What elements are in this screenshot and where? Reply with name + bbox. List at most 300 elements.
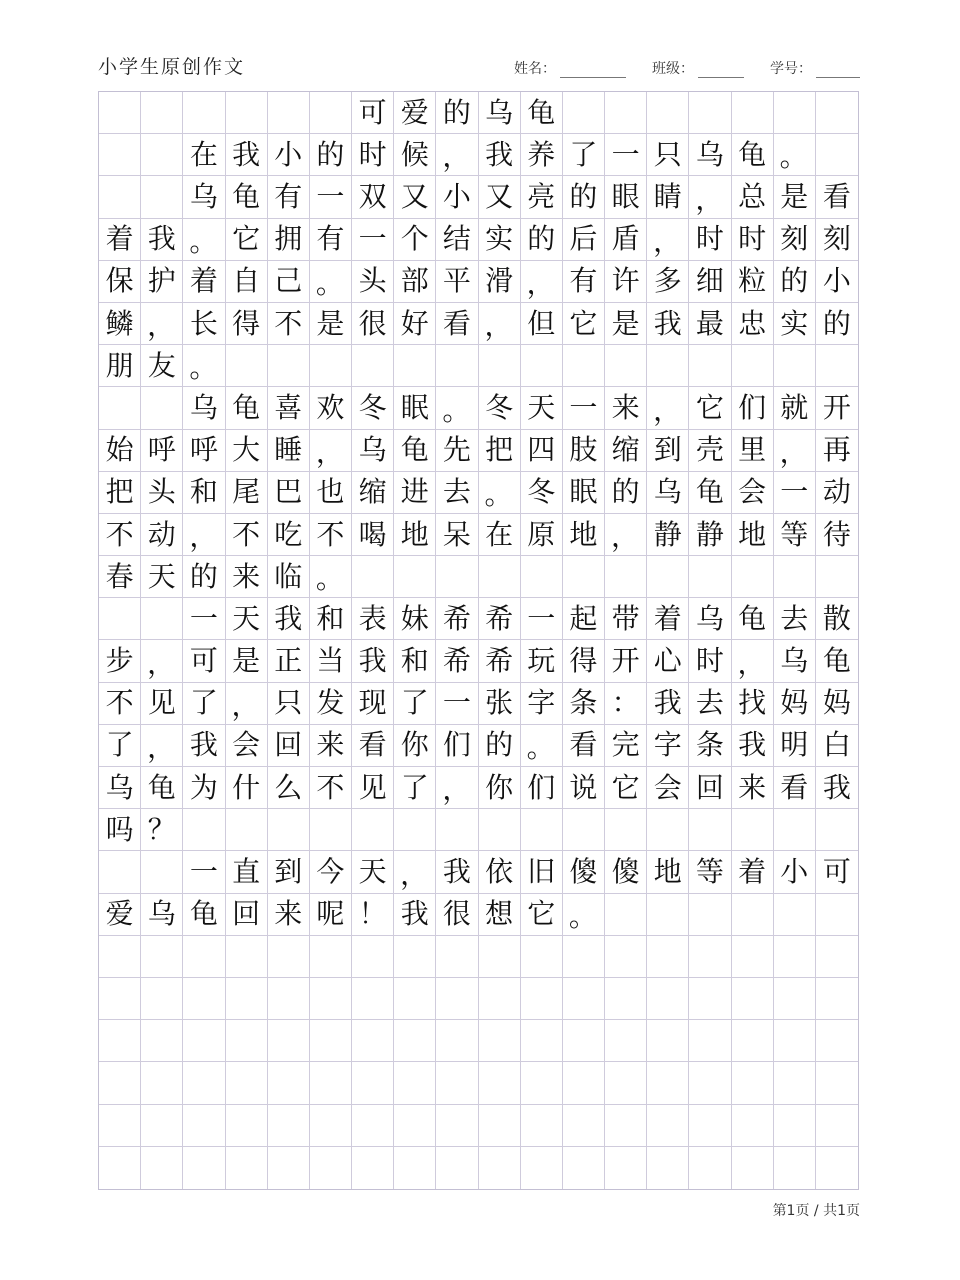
grid-cell-char: 我 <box>732 725 774 767</box>
grid-cell-empty <box>479 1147 521 1189</box>
grid-cell-empty <box>689 1147 731 1189</box>
grid-cell-char: 和 <box>183 472 225 514</box>
grid-cell-char: 着 <box>183 261 225 303</box>
grid-cell-empty <box>816 92 858 134</box>
grid-cell-char: 亮 <box>521 176 563 218</box>
grid-cell-char: 吗 <box>99 809 141 851</box>
grid-cell-char: 先 <box>436 430 478 472</box>
grid-cell-empty <box>268 92 310 134</box>
grid-cell-empty <box>310 1020 352 1062</box>
grid-cell-char: 可 <box>816 851 858 893</box>
grid-cell-char: 看 <box>436 303 478 345</box>
grid-cell-char: 来 <box>605 387 647 429</box>
grid-cell-empty <box>647 345 689 387</box>
grid-cell-empty <box>394 809 436 851</box>
grid-cell-char: 自 <box>226 261 268 303</box>
grid-cell-empty <box>647 1020 689 1062</box>
grid-cell-char: 。 <box>310 556 352 598</box>
grid-cell-char: 是 <box>310 303 352 345</box>
grid-cell-empty <box>605 556 647 598</box>
grid-cell-char: 把 <box>99 472 141 514</box>
grid-cell-char: 可 <box>183 640 225 682</box>
grid-cell-empty <box>394 1147 436 1189</box>
grid-cell-char: 头 <box>141 472 183 514</box>
grid-cell-empty <box>816 345 858 387</box>
grid-cell-empty <box>647 1147 689 1189</box>
grid-cell-empty <box>226 1105 268 1147</box>
grid-cell-char: 到 <box>268 851 310 893</box>
grid-cell-empty <box>774 1105 816 1147</box>
grid-cell-char: 起 <box>563 598 605 640</box>
grid-cell-empty <box>774 1062 816 1104</box>
grid-cell-char: 刻 <box>774 219 816 261</box>
grid-cell-empty <box>689 556 731 598</box>
grid-cell-char: 我 <box>436 851 478 893</box>
grid-cell-char: 长 <box>183 303 225 345</box>
grid-cell-empty <box>268 1062 310 1104</box>
grid-cell-empty <box>183 92 225 134</box>
grid-cell-char: 说 <box>563 767 605 809</box>
grid-cell-empty <box>689 809 731 851</box>
grid-cell-char: 吃 <box>268 514 310 556</box>
grid-cell-char: 盾 <box>605 219 647 261</box>
grid-cell-char: 睛 <box>647 176 689 218</box>
grid-cell-empty <box>183 809 225 851</box>
grid-cell-char: 等 <box>774 514 816 556</box>
grid-cell-empty <box>732 936 774 978</box>
grid-cell-char: 妈 <box>816 683 858 725</box>
grid-cell-char: 忠 <box>732 303 774 345</box>
grid-cell-char: 会 <box>226 725 268 767</box>
grid-cell-char: 小 <box>816 261 858 303</box>
grid-cell-char: 缩 <box>352 472 394 514</box>
grid-cell-char: 着 <box>99 219 141 261</box>
grid-cell-empty <box>183 1147 225 1189</box>
grid-cell-char: 龟 <box>732 598 774 640</box>
grid-cell-empty <box>352 1020 394 1062</box>
grid-cell-empty <box>563 1105 605 1147</box>
grid-cell-char: 乌 <box>689 134 731 176</box>
grid-cell-empty <box>605 809 647 851</box>
grid-cell-char: 希 <box>436 598 478 640</box>
grid-cell-char: 里 <box>732 430 774 472</box>
grid-cell-char: 我 <box>394 894 436 936</box>
grid-cell-char: 我 <box>141 219 183 261</box>
grid-cell-char: 。 <box>183 345 225 387</box>
grid-cell-char: 心 <box>647 640 689 682</box>
grid-cell-empty <box>816 809 858 851</box>
grid-cell-empty <box>732 1020 774 1062</box>
grid-cell-empty <box>605 894 647 936</box>
name-field[interactable] <box>514 58 626 78</box>
grid-cell-char: 眠 <box>394 387 436 429</box>
grid-cell-empty <box>99 176 141 218</box>
grid-cell-empty <box>689 345 731 387</box>
grid-cell-char: 小 <box>436 176 478 218</box>
grid-cell-char: 看 <box>352 725 394 767</box>
grid-cell-char: 来 <box>226 556 268 598</box>
grid-cell-char: 傻 <box>563 851 605 893</box>
grid-cell-char: 动 <box>141 514 183 556</box>
grid-cell-char: 一 <box>183 851 225 893</box>
grid-cell-char: 条 <box>563 683 605 725</box>
student-number-field[interactable] <box>770 58 860 78</box>
grid-cell-char: 不 <box>310 514 352 556</box>
grid-cell-char: 依 <box>479 851 521 893</box>
grid-cell-empty <box>689 894 731 936</box>
grid-cell-char: 张 <box>479 683 521 725</box>
grid-cell-char: 去 <box>774 598 816 640</box>
grid-cell-char: 地 <box>563 514 605 556</box>
grid-cell-empty <box>310 1105 352 1147</box>
grid-cell-empty <box>521 978 563 1020</box>
grid-cell-char: 小 <box>268 134 310 176</box>
grid-cell-empty <box>394 556 436 598</box>
grid-cell-empty <box>605 978 647 1020</box>
grid-cell-char: 动 <box>816 472 858 514</box>
grid-cell-char: 乌 <box>183 176 225 218</box>
grid-cell-char: 明 <box>774 725 816 767</box>
grid-cell-empty <box>521 809 563 851</box>
grid-cell-char: 傻 <box>605 851 647 893</box>
grid-cell-char: 么 <box>268 767 310 809</box>
grid-cell-empty <box>732 345 774 387</box>
grid-cell-char: 带 <box>605 598 647 640</box>
grid-cell-empty <box>99 1020 141 1062</box>
grid-cell-empty <box>99 1062 141 1104</box>
grid-cell-empty <box>436 556 478 598</box>
grid-cell-empty <box>479 978 521 1020</box>
grid-cell-empty <box>436 1147 478 1189</box>
grid-cell-empty <box>268 1147 310 1189</box>
grid-cell-char: ， <box>689 176 731 218</box>
grid-cell-empty <box>268 345 310 387</box>
grid-cell-char: 天 <box>352 851 394 893</box>
grid-cell-char: 把 <box>479 430 521 472</box>
grid-cell-char: 最 <box>689 303 731 345</box>
grid-cell-char: 原 <box>521 514 563 556</box>
grid-cell-char: 散 <box>816 598 858 640</box>
grid-cell-empty <box>816 134 858 176</box>
grid-cell-empty <box>563 1147 605 1189</box>
grid-cell-char: 始 <box>99 430 141 472</box>
grid-cell-char: 当 <box>310 640 352 682</box>
grid-cell-char: 呼 <box>141 430 183 472</box>
class-field[interactable] <box>652 58 744 78</box>
grid-cell-empty <box>99 851 141 893</box>
grid-cell-empty <box>310 1147 352 1189</box>
grid-cell-char: 看 <box>774 767 816 809</box>
grid-cell-empty <box>605 1062 647 1104</box>
grid-cell-char: ， <box>141 303 183 345</box>
grid-cell-char: 它 <box>226 219 268 261</box>
grid-cell-char: 龟 <box>521 92 563 134</box>
student-number-blank-line[interactable] <box>816 61 860 78</box>
grid-cell-empty <box>689 1105 731 1147</box>
grid-cell-char: 乌 <box>352 430 394 472</box>
grid-cell-char: 巴 <box>268 472 310 514</box>
grid-cell-char: 小 <box>774 851 816 893</box>
grid-cell-char: 也 <box>310 472 352 514</box>
grid-cell-char: 妹 <box>394 598 436 640</box>
grid-cell-char: 条 <box>689 725 731 767</box>
grid-cell-empty <box>605 1020 647 1062</box>
grid-cell-char: 。 <box>563 894 605 936</box>
grid-cell-char: 只 <box>268 683 310 725</box>
grid-cell-empty <box>521 1147 563 1189</box>
grid-cell-char: 。 <box>521 725 563 767</box>
grid-cell-char: 来 <box>268 894 310 936</box>
grid-cell-char: 保 <box>99 261 141 303</box>
grid-cell-char: 它 <box>563 303 605 345</box>
grid-cell-empty <box>394 978 436 1020</box>
grid-cell-char: ， <box>647 219 689 261</box>
grid-cell-char: 友 <box>141 345 183 387</box>
class-blank-line[interactable] <box>698 61 744 78</box>
grid-cell-char: ， <box>647 387 689 429</box>
grid-cell-char: 开 <box>816 387 858 429</box>
name-label: 姓名： <box>514 61 556 77</box>
grid-cell-char: 直 <box>226 851 268 893</box>
grid-cell-char: 回 <box>689 767 731 809</box>
grid-cell-empty <box>310 978 352 1020</box>
grid-cell-empty <box>226 1020 268 1062</box>
grid-cell-empty <box>774 978 816 1020</box>
grid-cell-char: 的 <box>310 134 352 176</box>
grid-cell-char: 我 <box>226 134 268 176</box>
grid-cell-char: 步 <box>99 640 141 682</box>
grid-cell-char: 就 <box>774 387 816 429</box>
grid-cell-empty <box>99 598 141 640</box>
grid-cell-char: 后 <box>563 219 605 261</box>
class-label: 班级： <box>652 61 694 77</box>
grid-cell-empty <box>436 978 478 1020</box>
grid-cell-char: 你 <box>479 767 521 809</box>
grid-cell-empty <box>99 92 141 134</box>
grid-cell-char: 又 <box>479 176 521 218</box>
grid-cell-char: 龟 <box>141 767 183 809</box>
grid-cell-char: 个 <box>394 219 436 261</box>
grid-cell-char: 头 <box>352 261 394 303</box>
grid-cell-empty <box>479 1020 521 1062</box>
grid-cell-empty <box>563 978 605 1020</box>
grid-cell-empty <box>816 1020 858 1062</box>
grid-cell-empty <box>436 1105 478 1147</box>
grid-cell-empty <box>605 345 647 387</box>
grid-cell-char: 是 <box>774 176 816 218</box>
grid-cell-char: 什 <box>226 767 268 809</box>
grid-cell-char: 想 <box>479 894 521 936</box>
grid-cell-char: 的 <box>774 261 816 303</box>
grid-cell-char: 白 <box>816 725 858 767</box>
grid-cell-empty <box>99 936 141 978</box>
grid-cell-empty <box>479 809 521 851</box>
grid-cell-char: 了 <box>394 767 436 809</box>
grid-cell-empty <box>394 345 436 387</box>
grid-cell-char: 你 <box>394 725 436 767</box>
grid-cell-char: 进 <box>394 472 436 514</box>
grid-cell-empty <box>141 1147 183 1189</box>
grid-cell-empty <box>226 1062 268 1104</box>
grid-cell-empty <box>689 936 731 978</box>
grid-cell-char: 见 <box>141 683 183 725</box>
grid-cell-char: 地 <box>647 851 689 893</box>
grid-cell-char: 很 <box>436 894 478 936</box>
grid-cell-char: 。 <box>436 387 478 429</box>
grid-cell-empty <box>563 809 605 851</box>
grid-cell-char: 乌 <box>689 598 731 640</box>
grid-cell-char: 天 <box>141 556 183 598</box>
grid-cell-char: 一 <box>521 598 563 640</box>
grid-cell-char: ， <box>141 725 183 767</box>
grid-cell-char: 但 <box>521 303 563 345</box>
grid-cell-char: ， <box>732 640 774 682</box>
grid-cell-empty <box>268 1105 310 1147</box>
name-blank-line[interactable] <box>560 61 626 78</box>
grid-cell-char: 会 <box>647 767 689 809</box>
grid-cell-char: 有 <box>268 176 310 218</box>
grid-cell-empty <box>479 556 521 598</box>
grid-cell-char: 乌 <box>99 767 141 809</box>
grid-cell-char: 呼 <box>183 430 225 472</box>
grid-cell-char: 龟 <box>226 176 268 218</box>
grid-cell-char: 我 <box>647 303 689 345</box>
grid-cell-char: 了 <box>183 683 225 725</box>
grid-cell-char: 我 <box>816 767 858 809</box>
grid-cell-char: 去 <box>436 472 478 514</box>
grid-cell-empty <box>647 92 689 134</box>
composition-grid <box>98 91 859 1190</box>
student-info-fields <box>488 58 860 78</box>
grid-cell-char: 看 <box>563 725 605 767</box>
grid-cell-empty <box>816 894 858 936</box>
grid-cell-char: 着 <box>732 851 774 893</box>
grid-cell-char: 来 <box>732 767 774 809</box>
grid-cell-char: 粒 <box>732 261 774 303</box>
grid-cell-char: 临 <box>268 556 310 598</box>
grid-cell-char: ， <box>479 303 521 345</box>
grid-cell-char: 它 <box>689 387 731 429</box>
grid-cell-empty <box>141 92 183 134</box>
grid-cell-char: 了 <box>563 134 605 176</box>
grid-cell-char: 欢 <box>310 387 352 429</box>
grid-cell-char: 的 <box>521 219 563 261</box>
grid-cell-empty <box>310 809 352 851</box>
grid-cell-char: 见 <box>352 767 394 809</box>
grid-cell-empty <box>774 556 816 598</box>
grid-cell-empty <box>816 1105 858 1147</box>
grid-cell-empty <box>774 936 816 978</box>
grid-cell-empty <box>605 92 647 134</box>
grid-cell-char: 喝 <box>352 514 394 556</box>
grid-cell-char: 完 <box>605 725 647 767</box>
grid-cell-char: 乌 <box>774 640 816 682</box>
grid-cell-empty <box>99 387 141 429</box>
grid-cell-empty <box>141 851 183 893</box>
grid-cell-char: 双 <box>352 176 394 218</box>
grid-cell-char: 得 <box>226 303 268 345</box>
grid-cell-char: 我 <box>352 640 394 682</box>
grid-cell-empty <box>689 978 731 1020</box>
grid-cell-empty <box>352 978 394 1020</box>
grid-cell-char: 为 <box>183 767 225 809</box>
grid-cell-char: 一 <box>605 134 647 176</box>
grid-cell-empty <box>436 345 478 387</box>
grid-cell-empty <box>521 1020 563 1062</box>
grid-cell-char: 它 <box>521 894 563 936</box>
grid-cell-empty <box>99 978 141 1020</box>
grid-cell-char: 好 <box>394 303 436 345</box>
grid-cell-char: 的 <box>605 472 647 514</box>
grid-cell-char: 地 <box>394 514 436 556</box>
grid-cell-char: ？ <box>141 809 183 851</box>
grid-cell-char: 又 <box>394 176 436 218</box>
grid-cell-empty <box>268 936 310 978</box>
grid-cell-empty <box>521 1062 563 1104</box>
grid-cell-char: 回 <box>226 894 268 936</box>
grid-cell-char: 养 <box>521 134 563 176</box>
grid-cell-char: 朋 <box>99 345 141 387</box>
grid-cell-char: 爱 <box>99 894 141 936</box>
grid-cell-empty <box>732 1105 774 1147</box>
grid-cell-char: 许 <box>605 261 647 303</box>
grid-cell-char: 春 <box>99 556 141 598</box>
grid-cell-char: 一 <box>436 683 478 725</box>
grid-cell-empty <box>352 556 394 598</box>
grid-cell-empty <box>352 936 394 978</box>
grid-cell-char: 时 <box>689 640 731 682</box>
grid-cell-char: 可 <box>352 92 394 134</box>
grid-cell-char: ， <box>394 851 436 893</box>
grid-cell-char: ， <box>226 683 268 725</box>
grid-cell-empty <box>774 809 816 851</box>
grid-cell-empty <box>99 1105 141 1147</box>
grid-cell-empty <box>141 936 183 978</box>
grid-cell-empty <box>732 978 774 1020</box>
grid-cell-empty <box>689 1020 731 1062</box>
grid-cell-empty <box>605 1147 647 1189</box>
grid-cell-empty <box>563 345 605 387</box>
grid-cell-char: 总 <box>732 176 774 218</box>
grid-cell-empty <box>436 1020 478 1062</box>
page-footer: 第1页 / 共1页 <box>772 1203 860 1219</box>
grid-cell-char: 今 <box>310 851 352 893</box>
grid-cell-empty <box>816 978 858 1020</box>
grid-cell-empty <box>352 809 394 851</box>
grid-cell-char: 实 <box>479 219 521 261</box>
grid-cell-empty <box>352 1062 394 1104</box>
grid-cell-char: 乌 <box>647 472 689 514</box>
grid-cell-char: 希 <box>479 598 521 640</box>
grid-cell-char: 。 <box>310 261 352 303</box>
grid-cell-char: 时 <box>352 134 394 176</box>
grid-cell-empty <box>647 1062 689 1104</box>
grid-cell-empty <box>183 1105 225 1147</box>
grid-cell-char: 不 <box>226 514 268 556</box>
grid-cell-empty <box>732 894 774 936</box>
grid-cell-char: 结 <box>436 219 478 261</box>
grid-cell-empty <box>310 345 352 387</box>
grid-cell-empty <box>563 556 605 598</box>
grid-cell-empty <box>268 978 310 1020</box>
grid-cell-char: 乌 <box>479 92 521 134</box>
grid-cell-empty <box>141 134 183 176</box>
grid-cell-empty <box>774 894 816 936</box>
grid-cell-char: 呆 <box>436 514 478 556</box>
grid-cell-char: 肢 <box>563 430 605 472</box>
grid-cell-empty <box>816 556 858 598</box>
grid-cell-char: 冬 <box>352 387 394 429</box>
